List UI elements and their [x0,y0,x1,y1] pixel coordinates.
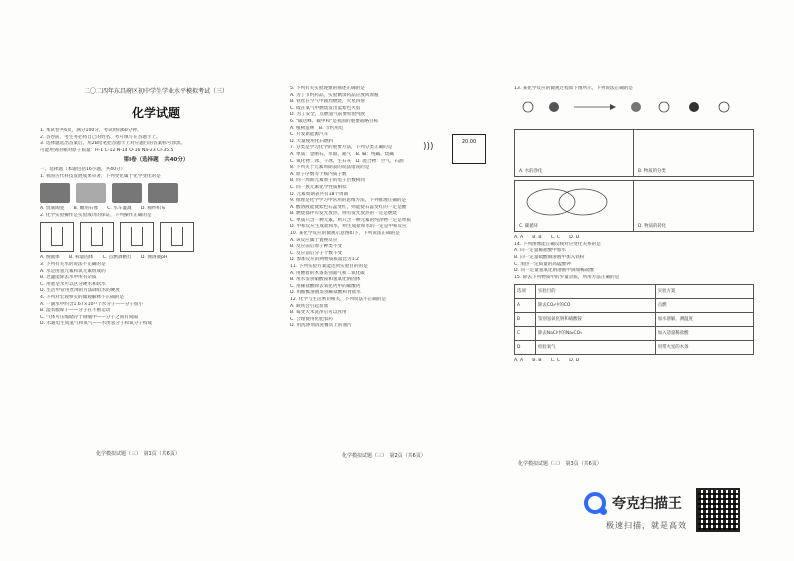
table-row [515,327,754,341]
table-cell: 检验氧气 [536,341,656,355]
concept-diagram-bottom [514,180,754,232]
table-cell: 实验方案 [655,285,753,299]
table-cell: 选项 [515,285,536,299]
option-line: B. 向一定量硫酸铜溶液中加入铁粉 [514,254,585,260]
option-line: A. 缺铁会引起贫血 [290,303,329,309]
page-3-column [514,86,754,468]
option-line: C. 合理使用化肥农药 [290,316,333,322]
table-cell: 用带火星的木条 [655,341,753,355]
question-line: 12. 化学与生活密切相关，下列说法不正确的是 [290,297,387,302]
option-line: A. 水是由氢元素和氧元素组成的 [40,268,106,274]
quark-logo-icon [584,492,606,514]
lamp-icon [120,222,154,252]
option-line: C. 用肥皂水可以区分硬水和软水 [40,281,106,287]
concept-diagram-top [514,129,754,177]
question-line: 15. 除去下列物质中的少量杂质，所用方法正确的是 [514,274,620,280]
table-cell: 除去CO₂中的CO [536,299,656,313]
option-line: D. 水通电生成氢气和氧气——水由氢分子和氧分子构成 [40,321,153,327]
option-line: D. 用酚酞溶液鉴别稀盐酸和食盐水 [290,290,361,296]
option-line: C. 氧化物：冰、干冰、生石灰 D. 混合物：空气、石油 [290,158,404,164]
experiment-table [514,284,754,355]
option-line: A. 该反应属于置换反应 [290,237,338,243]
diagram-panel-d [634,181,753,231]
box-label: 20.00 [461,139,477,145]
question-line: 14. 下列图像能正确反映对应变化关系的是 [514,241,601,247]
option-line: C. 气体可压缩储存于钢瓶中——分子之间有间隔 [40,314,139,320]
table-row [515,299,754,313]
option-line: A. 酸溶液能使紫色石蕊变红，则能使石蕊变红的一定是酸 [290,204,407,210]
qr-code-icon[interactable] [696,488,740,532]
question-1-images [40,183,272,203]
table-cell: 点燃 [655,299,753,313]
question-line: 10. 某化学反应的微观示意图如下，下列说法正确的是 [290,231,400,237]
option-line: C. 用稀盐酸除去氧化钙中的碳酸钙 [290,283,361,289]
exam-title: 化学试题 [131,106,180,120]
question-line: 3. 下列有关水的说法不正确的是 [40,261,106,267]
beaker-icon [40,222,74,252]
waterwheel-image [112,183,142,203]
energy-box [452,134,486,164]
option-line: B. 过滤能除去水中所有杂质 [40,275,97,281]
question-line: 2. 化学实验操作是实验成功的保证，下列操作正确的是 [40,212,152,218]
question-line: 13. 某化学反应的微观过程如下图所示，下列说法正确的是 [514,86,634,91]
page-2-column [290,86,522,460]
option-line: B. 用水鉴别硝酸铵和氢氧化钠固体 [290,277,361,283]
option-line: D. 大量使用化石燃料 [290,138,334,144]
option-line: C. 硫在氧气中燃烧发出蓝紫色火焰 [290,105,361,111]
brand-name: 夸克扫描王 [612,496,682,512]
table-cell: 除去NaCl中的Na₂CO₃ [536,327,656,341]
option-line: A. 为了节约药品，实验剩余药品应放回原瓶 [290,92,379,98]
signal-wave-icon: ))) [423,142,434,152]
diagram-label: D. 物质的转化 [638,223,667,229]
question-line: 7. 分类是学习化学的重要方法，下列分类正确的是 [290,145,393,151]
section-heading: 第Ⅰ卷（选择题 共40分） [123,157,189,164]
diagram-label: C. 碳循环 [519,223,539,229]
question-line: 8. 下列关于元素周期表的说法错误的是 [290,165,370,171]
diagram-panel-a [515,130,634,176]
cycle-ellipses [521,184,631,220]
option-line: B. 燃烧都伴有发光放热，则有发光放热的一定是燃烧 [290,211,398,217]
weaving-image [148,183,178,203]
question-line: 6. "碳达峰、碳中和"是我国的重要战略目标 [290,118,379,124]
diagram-label: B. 物质的分类 [638,168,666,174]
brand-tagline: 极速扫描，就是高效 [606,521,687,530]
page-1-column [40,128,272,458]
table-row [515,313,754,327]
diagram-panel-c [515,181,634,231]
page-footer: 化学模拟试题（三） 第1页（共6页） [96,451,180,458]
note-line: 3. 选择题选出答案后，用2B铅笔把答题卡上对应题目的答案标号涂黑。 [40,141,186,147]
option-line: D. 元素周期表共有18个周期 [290,191,349,197]
table-cell: C [515,327,536,341]
option-line: A. 一滴水中约含1.67×10²¹个水分子——分子很小 [40,301,144,307]
option-line: B. 铁丝在空气中剧烈燃烧，火星四射 [290,99,365,105]
note-line: 1. 本试卷共6页，满分100分，考试时间60分钟。 [40,128,142,133]
question-2-apparatus [40,222,272,252]
option-line: D. 用洗涤剂清洗餐具上的油污 [290,323,352,329]
table-cell: A [515,299,536,313]
option-line: C. 反应前后分子个数不变 [290,250,343,256]
option-line: D. 生活中常用煮沸的方法降低水的硬度 [40,288,120,294]
question-line: 9. 推理是化学学习中常用的思维方法，下列推理正确的是 [290,198,407,204]
page-footer: 化学模拟试题（三） 第2页（共6页） [342,453,426,460]
option-line: A. 植树造林 B. 节约用电 [290,125,344,131]
page-footer: 化学模拟试题（三） 第3页（共6页） [518,461,602,468]
table-cell: 加水溶解，测温度 [655,313,753,327]
note-line: 2. 答卷前，考生务必将自己的姓名、考号填写在答题卡上。 [40,134,161,140]
option-line: D. 为了安全，点燃氢气前要检验纯度 [290,112,366,118]
balance-icon [80,222,114,252]
option-line: B. 霉变大米洗净后可以食用 [290,310,347,316]
table-cell: 实验目的 [536,285,656,299]
option-line: C. 单质只含一种元素，则只含一种元素的纯净物一定是单质 [290,217,411,223]
option-line: B. 湿衣服晾干——分子在不断运动 [40,308,111,314]
option-line: C. 开发新能源汽车 [290,132,329,138]
option-line: A. 单质：金刚石、水银、氮气 B. 碱：纯碱、烧碱 [290,151,394,157]
question-line: 5. 下列有关实验现象的描述正确的是 [290,86,365,91]
option-line: A. 向一定量稀盐酸中加水 [514,248,566,254]
question-line: 一、选择题（本题包括16小题，共40分） [40,166,126,172]
option-line: C. 加热一定质量的高锰酸钾 [514,261,571,267]
sculpture-image [76,183,106,203]
table-cell: 鉴别氢氧化钠和硝酸铵 [536,313,656,327]
reaction-diagram [514,93,750,123]
table-cell: B [515,313,536,327]
question-line: 4. 下列对宏观事实的微观解释不正确的是 [40,294,124,300]
table-header-row [515,285,754,299]
options-row: A. A B. B C. C D. D [514,235,580,241]
ph-test-icon [160,222,194,252]
option-line: B. 同一周期元素原子的电子层数相同 [290,178,365,184]
pottery-image [40,183,70,203]
option-line: A. 倒液体 B. 称量固体 C. 点燃酒精灯 D. 测溶液pH [40,255,168,261]
options-row: A. A B. B C. C D. D [514,358,580,364]
table-cell: 加入适量稀盐酸 [655,327,753,341]
option-line: D. 向一定量氢氧化钠溶液中滴加稀盐酸 [514,268,594,274]
diagram-label: A. 水的净化 [519,168,543,174]
table-row [515,341,754,355]
diagram-panel-b [634,130,753,176]
option-line: B. 反应前后原子种类不变 [290,244,343,250]
option-line: D. 中和反应生成盐和水，则生成盐和水的一定是中和反应 [290,224,407,230]
table-cell: D [515,341,536,355]
question-line: 1. 我国古代科技发展成果卓著，下列变化属于化学变化的是 [40,173,161,179]
option-line: A. 用燃着的木条鉴别氮气和二氧化碳 [290,270,365,276]
option-line: D. 参加反应的两物质质量比为1:2 [290,257,359,263]
option-line: A. 原子序数等于核内质子数 [290,171,347,177]
exam-header: 二〇二四年东昌府区初中学生学业水平模拟考试（三） [83,88,228,95]
scanner-brand [584,492,682,514]
option-line: C. 同一族元素化学性质相似 [290,184,347,190]
option-line: A. 烧制陶瓷 B. 雕刻石像 C. 水车灌溉 D. 棉纱织布 [40,206,166,212]
note-line: 可能用到的相对原子质量：H-1 C-12 N-14 O-16 Na-23 Cl-35.5 [40,147,174,153]
question-line: 11. 下列实验方案能达到实验目的的是 [290,264,368,270]
